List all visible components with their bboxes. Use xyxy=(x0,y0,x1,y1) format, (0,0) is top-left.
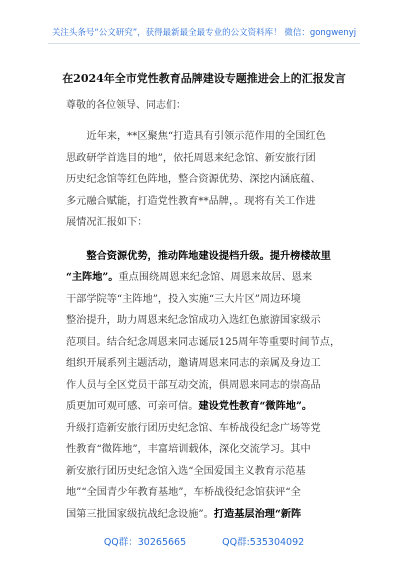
body-line xyxy=(66,439,356,461)
body-line xyxy=(66,310,356,332)
body-text: 升级打造新安旅行团历史纪念馆、车桥战役纪念广场等党 xyxy=(66,422,321,434)
body-line xyxy=(66,504,356,526)
promo-banner: 关注头条号“公文研究”，获得最新最全最专业的公文资料库！ 微信：gongwenyj xyxy=(51,28,357,38)
body-text: 整治提升，助力周恩来纪念馆成功入选红色旅游国家级示 xyxy=(66,315,321,326)
bold-heading-text: “主阵地”。 xyxy=(66,271,119,283)
body-text: 近年来，**区聚焦“打造具有引领示范作用的全国红色 xyxy=(86,131,326,142)
body-line xyxy=(66,375,356,397)
bold-heading-text: 建设党性教育“微阵地”。 xyxy=(198,400,313,412)
body-text: 性教育“微阵地”，丰富培训载体，深化交流学习。其中 xyxy=(66,444,311,455)
body-line xyxy=(66,289,356,311)
body-line xyxy=(66,169,356,191)
body-text: 多元融合赋能，打造党性教育**品牌，。现将有关工作进 xyxy=(66,195,316,207)
body-text: 重点围绕周恩来纪念馆、周恩来故居、恩来 xyxy=(118,272,313,283)
document-body xyxy=(66,126,356,525)
body-line xyxy=(66,418,356,440)
body-text: 地”“全国青少年教育基地”，车桥战役纪念馆获评“全 xyxy=(66,487,301,498)
footer-contacts xyxy=(0,534,408,548)
body-text: 干部学院等“主阵地”，投入实施“三大片区”周边环境 xyxy=(66,293,301,305)
body-line xyxy=(66,212,356,234)
body-line xyxy=(66,396,356,418)
body-line xyxy=(66,267,356,289)
footer-qq-group-2: QQ群:535304092 xyxy=(222,537,305,548)
body-line xyxy=(66,246,356,268)
body-text: 组织开展系列主题活动，邀请周恩来同志的亲属及身边工 xyxy=(66,358,321,369)
body-line xyxy=(66,234,356,246)
body-text: 历史纪念馆等红色阵地，整合资源优势、深挖内涵底蕴、 xyxy=(66,174,321,185)
footer-qq-group-1: QQ群：30265665 xyxy=(103,537,187,548)
body-text: 作人员与全区党员干部互动交流，俱周恩来同志的崇高品 xyxy=(66,379,321,391)
body-line xyxy=(66,353,356,375)
body-line xyxy=(66,482,356,504)
body-text: 范项目。结合纪念周恩来同志诞辰125周年等重要时间节点， xyxy=(66,336,341,348)
body-text: 质更加可观可感、可亲可信。 xyxy=(66,401,199,412)
body-text: 思政研学首选目的地”，依托周恩来纪念馆、新安旅行团 xyxy=(66,152,316,164)
body-text: 国第三批国家级抗战纪念设施”。 xyxy=(66,508,214,520)
body-line xyxy=(66,191,356,213)
body-line xyxy=(66,332,356,354)
bold-heading-text: 打造基层治理“新阵 xyxy=(213,507,302,520)
body-text: 展情况汇报如下： xyxy=(66,217,148,228)
body-text: 新安旅行团历史纪念馆入选“全国爱国主义教育示范基 xyxy=(66,465,306,477)
body-line xyxy=(66,126,356,148)
banner-divider xyxy=(48,43,360,44)
body-line xyxy=(66,148,356,170)
body-line xyxy=(66,461,356,483)
salutation: 尊敬的各位领导、同志们： xyxy=(66,100,186,111)
document-title: 在2024年全市党性教育品牌建设专题推进会上的汇报发言 xyxy=(62,72,346,85)
bold-heading-text: 整合资源优势，推动阵地建设提档升级。提升榜楼故里 xyxy=(86,249,331,262)
